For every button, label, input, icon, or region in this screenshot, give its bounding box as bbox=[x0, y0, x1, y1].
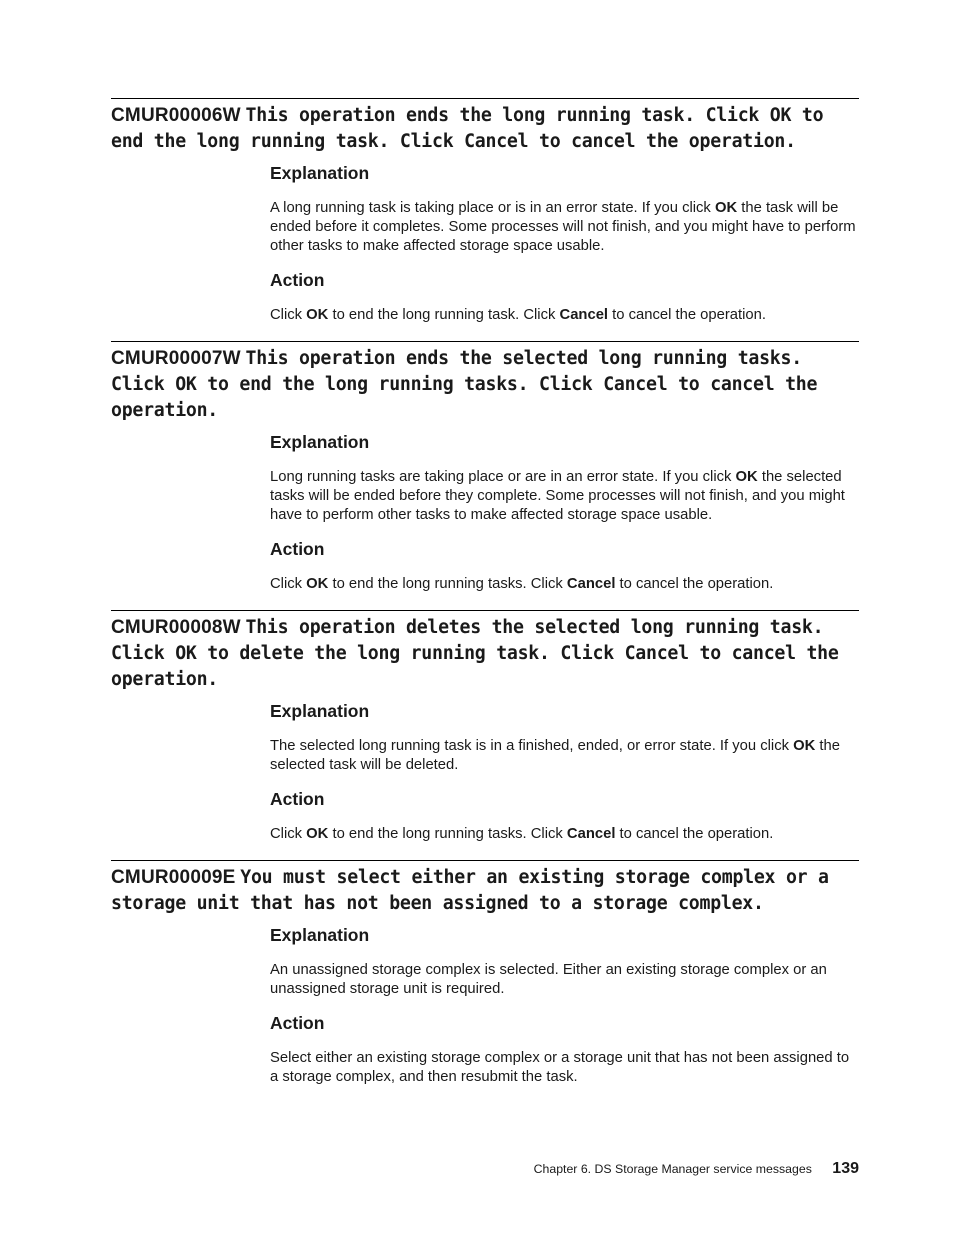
emphasis-term: OK bbox=[306, 826, 329, 842]
text-run: to cancel the operation. bbox=[615, 576, 774, 592]
messages-container bbox=[111, 98, 859, 1087]
message-text: You must select either an existing storage complex or a storage unit that has not been assigned to a storage complex. bbox=[111, 867, 829, 914]
explanation-text bbox=[270, 199, 859, 256]
text-run: A long running task is taking place or is in an error state. If you click bbox=[270, 200, 715, 216]
explanation-title: Explanation bbox=[270, 925, 370, 945]
message-block bbox=[111, 860, 859, 1087]
explanation-title: Explanation bbox=[270, 163, 370, 183]
message-id: CMUR00007W bbox=[111, 348, 241, 369]
explanation-text bbox=[270, 961, 859, 999]
action-title: Action bbox=[270, 270, 325, 290]
message-body bbox=[270, 925, 859, 1087]
message-text: This operation deletes the selected long running task. Click OK to delete the long running task. Click Cancel to cancel the operation. bbox=[111, 617, 839, 690]
page-footer bbox=[534, 1160, 859, 1178]
text-run: The selected long running task is in a finished, ended, or error state. If you click bbox=[270, 738, 794, 754]
message-block bbox=[111, 98, 859, 325]
explanation-title: Explanation bbox=[270, 701, 370, 721]
emphasis-term: OK bbox=[735, 469, 758, 485]
action-text bbox=[270, 306, 859, 325]
message-id: CMUR00008W bbox=[111, 617, 241, 638]
message-id: CMUR00009E bbox=[111, 867, 236, 888]
text-run: Click bbox=[270, 307, 307, 323]
message-id: CMUR00006W bbox=[111, 105, 241, 126]
emphasis-term: OK bbox=[306, 307, 329, 323]
action-title: Action bbox=[270, 789, 325, 809]
message-body bbox=[270, 432, 859, 594]
action-text bbox=[270, 575, 859, 594]
emphasis-term: Cancel bbox=[566, 826, 616, 842]
text-run: the task will be ended before it completes. Some processes will not finish, and you might have to perform other tasks to make affected storage space usable. bbox=[270, 200, 856, 254]
explanation-title: Explanation bbox=[270, 432, 370, 452]
action-text bbox=[270, 1049, 859, 1087]
action-text bbox=[270, 825, 859, 844]
text-run: the selected task will be deleted. bbox=[270, 738, 840, 773]
text-run: Long running tasks are taking place or are in an error state. If you click bbox=[270, 469, 736, 485]
message-heading bbox=[111, 615, 859, 693]
explanation-text bbox=[270, 468, 859, 525]
message-block bbox=[111, 341, 859, 594]
action-title: Action bbox=[270, 1013, 325, 1033]
emphasis-term: OK bbox=[793, 738, 816, 754]
text-run: the selected tasks will be ended before they complete. Some processes will not finish, and you might have to perform other tasks to make affected storage space usable. bbox=[270, 469, 845, 523]
text-run: Click bbox=[270, 576, 307, 592]
page-number: 139 bbox=[832, 1160, 859, 1177]
message-heading bbox=[111, 865, 859, 917]
text-run: to end the long running task. Click bbox=[328, 307, 560, 323]
message-body bbox=[270, 163, 859, 325]
footer-chapter: Chapter 6. DS Storage Manager service messages bbox=[533, 1162, 812, 1176]
text-run: to end the long running tasks. Click bbox=[328, 826, 567, 842]
emphasis-term: OK bbox=[306, 576, 329, 592]
action-title: Action bbox=[270, 539, 325, 559]
message-heading bbox=[111, 346, 859, 424]
message-list bbox=[111, 98, 859, 1103]
message-block bbox=[111, 610, 859, 844]
text-run: to end the long running tasks. Click bbox=[328, 576, 567, 592]
text-run: Select either an existing storage complex or a storage unit that has not been assigned to a storage complex, and then resubmit the task. bbox=[270, 1050, 850, 1085]
emphasis-term: Cancel bbox=[566, 576, 616, 592]
text-run: to cancel the operation. bbox=[615, 826, 774, 842]
text-run: An unassigned storage complex is selected. Either an existing storage complex or an unassigned storage unit is required. bbox=[270, 962, 827, 997]
message-body bbox=[270, 701, 859, 844]
message-text: This operation ends the long running task. Click OK to end the long running task. Click Cancel to cancel the operation. bbox=[111, 105, 824, 152]
message-heading bbox=[111, 103, 859, 155]
text-run: to cancel the operation. bbox=[608, 307, 766, 323]
emphasis-term: Cancel bbox=[559, 307, 609, 323]
text-run: Click bbox=[270, 826, 307, 842]
emphasis-term: OK bbox=[714, 200, 738, 216]
message-text: This operation ends the selected long running tasks. Click OK to end the long running tasks. Click Cancel to cancel the operation. bbox=[111, 348, 818, 421]
explanation-text bbox=[270, 737, 859, 775]
